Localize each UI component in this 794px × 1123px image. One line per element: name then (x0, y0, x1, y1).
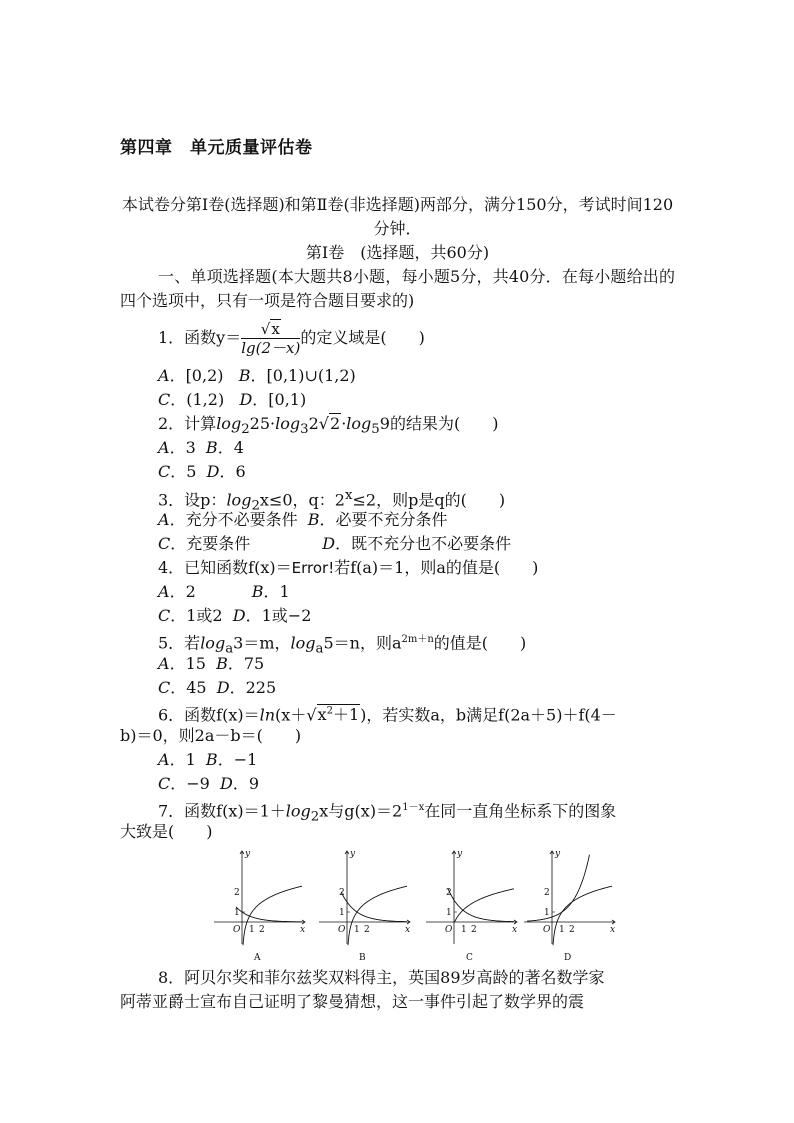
q6-options-row2: C．−9 D．9 (158, 774, 260, 793)
y-axis-label: y (245, 849, 251, 859)
y-tick-2: 2 (339, 888, 345, 898)
x-tick-2: 2 (259, 925, 265, 935)
x-tick-2: 2 (471, 925, 477, 935)
question-4: 4．已知函数f(x)＝Error!若f(a)＝1，则a的值是( ) (158, 558, 539, 577)
curve-f (243, 886, 302, 945)
origin-label: O (338, 925, 346, 935)
question-1: 1．函数y＝ $\frac{√x}{\lg(2-x)}$ 的定义域是( ) (158, 320, 425, 357)
x-tick-2: 2 (364, 925, 370, 935)
q1-fraction: $\frac{√x}{\lg(2-x)}$ (241, 320, 301, 357)
q1-options-row1: A．[0,2) B．[0,1)∪(1,2) (158, 366, 356, 385)
question-6: 6．函数$f(x)=\ln(x+√x^2+1)$，若实数a，b满足f(2a＋5)＋f(4－ (158, 705, 617, 725)
question-2: 2．计算$\log_225\cdot\log_32√2\cdot\log_59$的结果为( ) (158, 414, 499, 438)
graph-label-D: D (564, 953, 572, 963)
y-tick-1: 1 (339, 908, 345, 918)
x-tick-1: 1 (354, 925, 360, 935)
question-8-continued: 阿蒂亚爵士宣布自己证明了黎曼猜想，这一事件引起了数学界的震 (120, 992, 585, 1011)
origin-label: O (233, 925, 241, 935)
q3-options-row2: C．充要条件 D．既不充分也不必要条件 (158, 534, 512, 553)
x-tick-1: 1 (461, 925, 467, 935)
q2-options-row2: C．5 D．6 (158, 462, 246, 481)
x-tick-2: 2 (569, 925, 575, 935)
curve-g (527, 855, 590, 921)
q6-options-row1: A．1 B．−1 (158, 750, 258, 769)
origin-label: O (445, 925, 453, 935)
y-tick-1: 1 (234, 908, 240, 918)
x-axis-label: x (300, 925, 306, 935)
y-axis-label: y (457, 849, 463, 859)
x-axis-label: x (405, 925, 411, 935)
graph-C (426, 849, 517, 963)
q5-options-row2: C．45 D．225 (158, 678, 277, 697)
question-6-continued: b)＝0，则2a－b＝( ) (120, 726, 302, 745)
origin-label: O (543, 925, 551, 935)
y-tick-2: 2 (446, 888, 452, 898)
curve-f (348, 886, 407, 945)
question-5: 5．若$\log_a3=m$，$\log_a5=n$，则$a^{2m+n}$的值是( ) (158, 633, 527, 657)
curve-f (455, 889, 515, 922)
graph-D (524, 849, 615, 963)
curve-g (236, 907, 302, 922)
curve-g (341, 892, 407, 922)
exam-intro: 本试卷分第Ⅰ卷(选择题)和第Ⅱ卷(非选择题)两部分，满分150分，考试时间120分钟． (121, 195, 674, 238)
x-axis-label: x (512, 925, 518, 935)
q4-options-row1: A．2 B．1 (158, 582, 290, 601)
question-7: 7．函数$f(x)=1+\log_2x$与$g(x)=2^{1-x}$在同一直角坐标系下的图象 (158, 801, 617, 825)
q2-options-row1: A．3 B．4 (158, 438, 244, 457)
y-tick-2: 2 (544, 888, 550, 898)
y-axis-label: y (555, 849, 561, 859)
x-tick-1: 1 (249, 925, 255, 935)
q4-options-row2: C．1或2 D．1或−2 (158, 606, 312, 625)
error-placeholder: Error! (291, 559, 335, 577)
y-tick-1: 1 (544, 908, 550, 918)
graph-label-A: A (254, 953, 261, 963)
x-tick-1: 1 (559, 925, 565, 935)
question-8: 8．阿贝尔奖和菲尔兹奖双料得主，英国89岁高龄的著名数学家 (158, 968, 605, 987)
y-tick-1: 1 (446, 908, 452, 918)
question-7-continued: 大致是( ) (120, 822, 213, 841)
y-axis-label: y (350, 849, 356, 859)
x-axis-label: x (610, 925, 616, 935)
graph-label-B: B (359, 953, 366, 963)
question-3: 3．设p：$\log_2x\le 0$，q：$2^x\le 2$，则p是q的( ) (158, 488, 506, 514)
q7-graph-options (212, 846, 692, 966)
chapter-title: 第四章 单元质量评估卷 (120, 138, 313, 158)
q7-graphs-figure (212, 846, 692, 966)
y-tick-2: 2 (234, 888, 240, 898)
part1-title: 第Ⅰ卷 (选择题，共60分) (305, 243, 490, 262)
section1-instructions: 一、单项选择题(本大题共8小题，每小题5分，共40分．在每小题给出的四个选项中，只有一项是符合题目要求的) (120, 267, 675, 310)
q1-options-row2: C．(1,2) D．[0,1) (158, 390, 307, 409)
graph-label-C: C (466, 953, 473, 963)
q5-options-row1: A．15 B．75 (158, 654, 265, 673)
graph-A (214, 849, 305, 963)
curve-f (553, 886, 612, 945)
q3-options-row1: A．充分不必要条件 B．必要不充分条件 (158, 510, 448, 529)
graph-B (319, 849, 410, 963)
